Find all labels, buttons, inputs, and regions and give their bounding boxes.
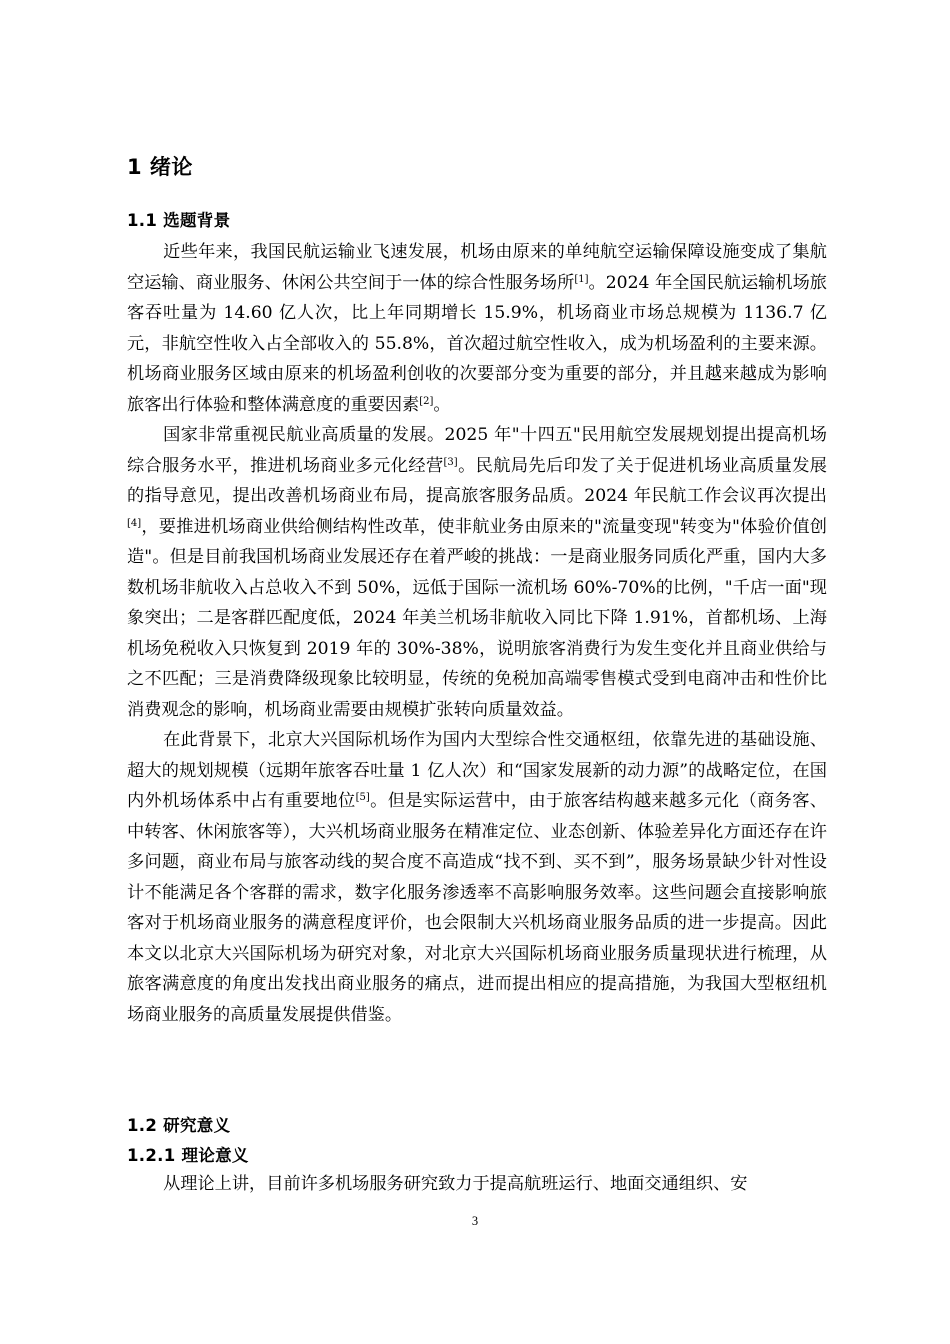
paragraph-2: 国家非常重视民航业高质量的发展。2025 年"十四五"民用航空发展规划提出提高机场综合服务水平，推进机场商业多元化经营[3]。民航局先后印发了关于促进机场业高质量发展的指导意见，提出改善机场商业布局，提高旅客服务品质。2024 年民航工作会议再次提出[4]，要推进机场商业供给侧结构性改革，使非航业务由原来的"流量变现"转变为"体验价值创造"。但是目前我国机场商业发展还存在着严峻的挑战：一是商业服务同质化严重，国内大多数机场非航收入占总收入不到 50%，远低于国际一流机场 60%-70%的比例，"千店一面"现象突出；二是客群匹配度低，2024 年美兰机场非航收入同比下降 1.91%，首都机场、上海机场免税收入只恢复到 2019 年的 30%-38%，说明旅客消费行为发生变化并且商业供给与之不匹配；三是消费降级现象比较明显，传统的免税加高端零售模式受到电商冲击和性价比消费观念的影响，机场商业需要由规模扩张转向质量效益。	[127, 425, 827, 720]
citation-2[interactable]: [2]	[419, 395, 434, 407]
section-1-1-title: 1.1 选题背景	[127, 211, 231, 230]
paragraph-1: 近些年来，我国民航运输业飞速发展，机场由原来的单纯航空运输保障设施变成了集航空运输、商业服务、休闲公共空间于一体的综合性服务场所[1]。2024 年全国民航运输机场旅客吞吐量为 14.60 亿人次，比上年同期增长 15.9%，机场商业市场总规模为 1136.7 亿元，非航空性收入占全部收入的 55.8%，首次超过航空性收入，成为机场盈利的主要来源。机场商业服务区域由原来的机场盈利创收的次要部分变为重要的部分，并且越来越成为影响旅客出行体验和整体满意度的重要因素[2]。	[127, 242, 827, 415]
citation-4[interactable]: [4]	[127, 517, 142, 529]
paragraph-3: 在此背景下，北京大兴国际机场作为国内大型综合性交通枢纽，依靠先进的基础设施、超大的规划规模（远期年旅客吞吐量 1 亿人次）和“国家发展新的动力源”的战略定位，在国内外机场体系中占有重要地位[5]。但是实际运营中，由于旅客结构越来越多元化（商务客、中转客、休闲旅客等），大兴机场商业服务在精准定位、业态创新、体验差异化方面还存在许多问题，商业布局与旅客动线的契合度不高造成“找不到、买不到”，服务场景缺少针对性设计不能满足各个客群的需求，数字化服务渗透率不高影响服务效率。这些问题会直接影响旅客对于机场商业服务的满意程度评价，也会限制大兴机场商业服务品质的进一步提高。因此本文以北京大兴国际机场为研究对象，对北京大兴国际机场商业服务质量现状进行梳理，从旅客满意度的角度出发找出商业服务的痛点，进而提出相应的提高措施，为我国大型枢纽机场商业服务的高质量发展提供借鉴。	[127, 730, 827, 1025]
paragraph-4: 从理论上讲，目前许多机场服务研究致力于提高航班运行、地面交通组织、安	[163, 1174, 748, 1194]
section-1-2-title: 1.2 研究意义	[127, 1116, 231, 1135]
citation-3[interactable]: [3]	[443, 456, 458, 468]
page-number: 3	[471, 1214, 479, 1228]
citation-5[interactable]: [5]	[355, 792, 370, 803]
chapter-title: 1 绪论	[127, 155, 193, 179]
section-1-2-1-body	[127, 1169, 827, 1200]
citation-1[interactable]: [1]	[574, 273, 589, 285]
section-1-1-body	[127, 237, 827, 1030]
section-1-2-1-title: 1.2.1 理论意义	[127, 1146, 249, 1165]
